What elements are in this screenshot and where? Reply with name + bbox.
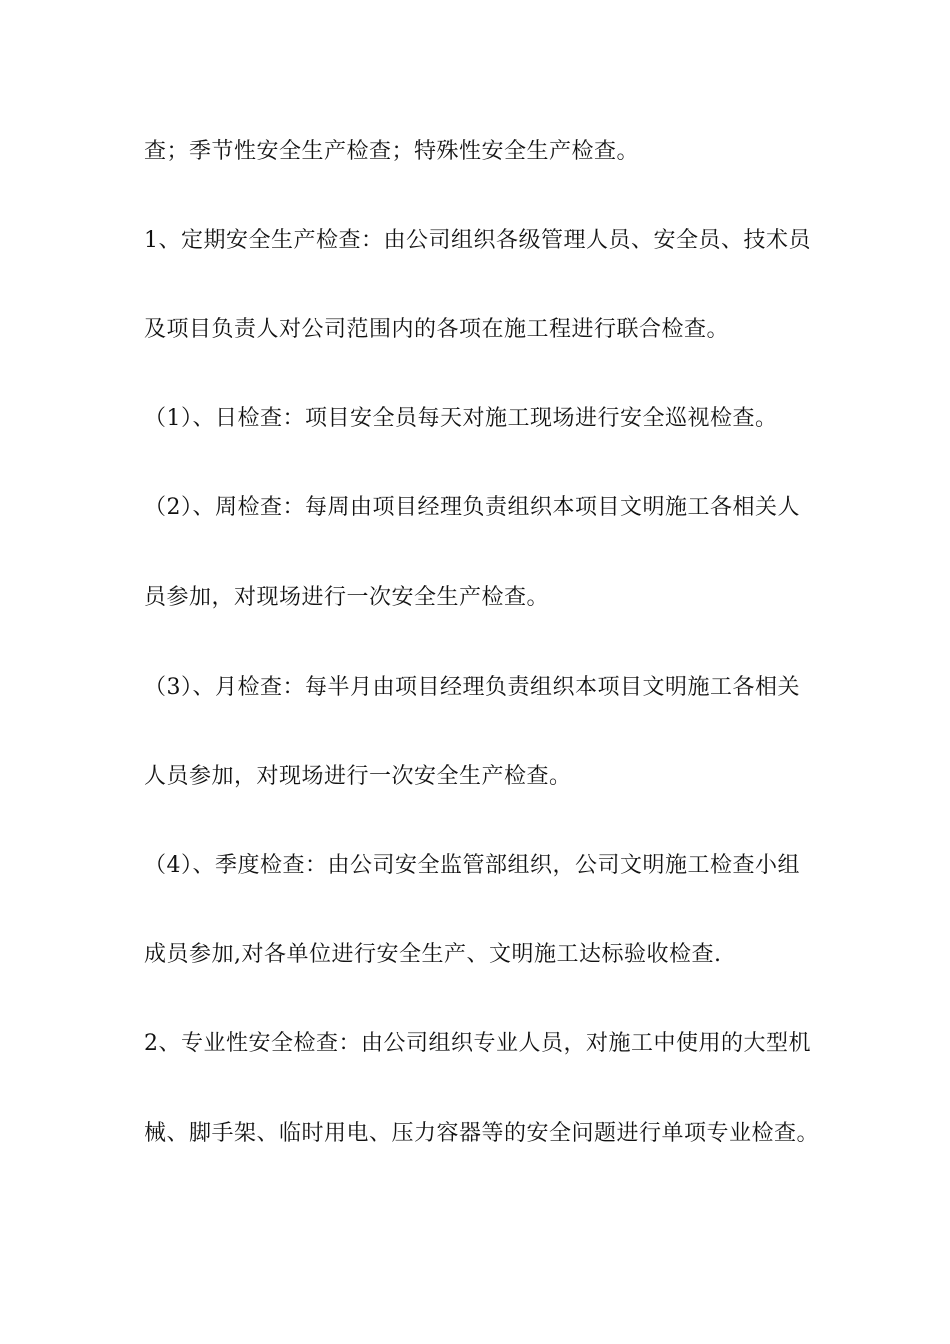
text-line: 员参加，对现场进行一次安全生产检查。 [144,585,550,610]
text-line: 成员参加,对各单位进行安全生产、文明施工达标验收检查. [144,942,722,967]
text-line: 2、专业性安全检查：由公司组织专业人员，对施工中使用的大型机 [144,1031,811,1056]
text-line: 查；季节性安全生产检查；特殊性安全生产检查。 [144,139,640,164]
text-line: 人员参加，对现场进行一次安全生产检查。 [144,764,572,789]
text-line: 1、定期安全生产检查：由公司组织各级管理人员、安全员、技术员 [144,228,811,253]
text-line: （3）、月检查：每半月由项目经理负责组织本项目文明施工各相关 [144,675,800,700]
text-line: （4）、季度检查：由公司安全监管部组织，公司文明施工检查小组 [144,853,800,878]
text-line: 械、脚手架、临时用电、压力容器等的安全问题进行单项专业检查。 [144,1121,820,1146]
text-line: 及项目负责人对公司范围内的各项在施工程进行联合检查。 [144,317,730,342]
text-line: （1）、日检查：项目安全员每天对施工现场进行安全巡视检查。 [144,406,778,431]
text-line: （2）、周检查：每周由项目经理负责组织本项目文明施工各相关人 [144,495,800,520]
